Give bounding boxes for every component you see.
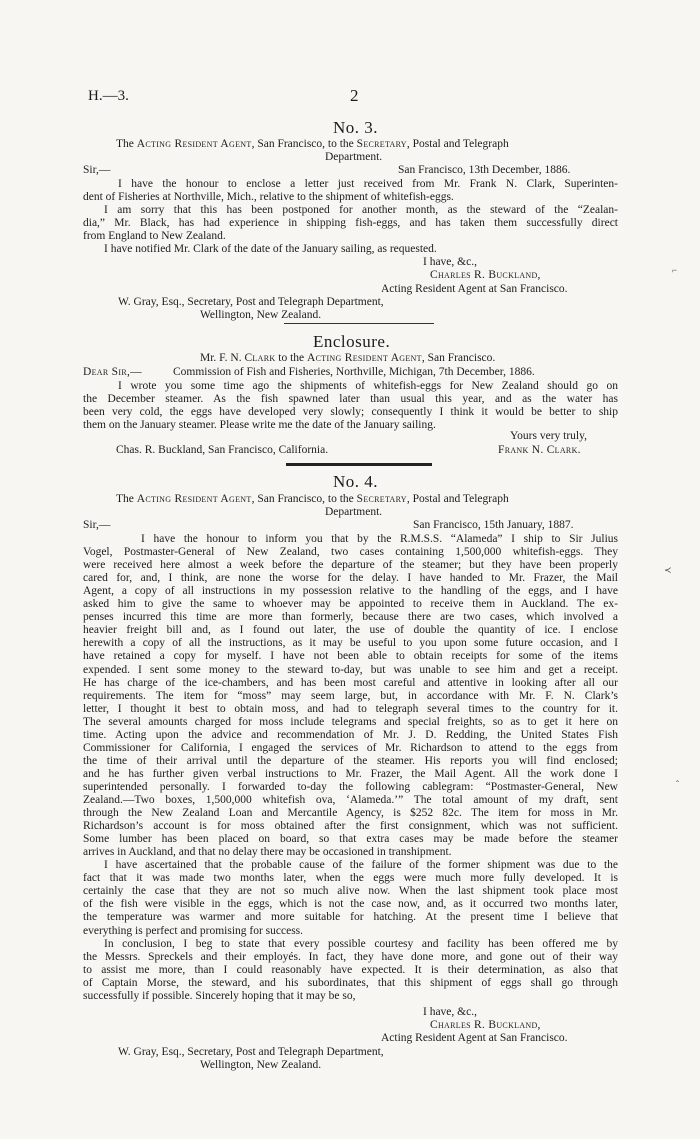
letter-4-line: Richardson’s account is for moss obtained after the first consignment, which was not sufficient. [83, 820, 618, 832]
letter-3-title-line2: Department. [325, 151, 383, 163]
letter-4-line: of the fish were visible in the eggs, which is not the case now, and, as it occurred two months later, [83, 898, 618, 910]
letter-4-line: Agent, a copy of all instructions in my possession relative to the handling of the eggs, and I have [83, 585, 618, 597]
letter-4-line: The several amounts charged for moss include telegrams and special freights, so as to get it here on [83, 716, 618, 728]
margin-mark: ≺ [664, 565, 672, 575]
letter-4-line: heavier freight bill and, as I found out later, the use of double the quantity of ice. I enclose [83, 624, 618, 636]
letter-4-line: successfully if possible. Sincerely hoping that it may be so, [83, 990, 356, 1002]
letter-4-date: San Francisco, 15th January, 1887. [413, 519, 574, 531]
letter-4-line: He has charge of the ice-chambers, and has been most careful and attentive in looking after all our [83, 677, 618, 689]
letter-4-line: penses incurred this time are more than formerly, because there are two cases, which involved a [83, 611, 618, 623]
enclosure-line: been very cold, the eggs have developed very slowly; consequently I think it would be better to ship [83, 406, 618, 418]
margin-mark: ⌐ [672, 265, 678, 275]
enclosure-signer: Frank N. Clark. [498, 444, 581, 456]
enclosure-line: them on the January steamer. Please write me the date of the January sailing. [83, 419, 436, 431]
enclosure-addressee: Chas. R. Buckland, San Francisco, California. [116, 444, 329, 456]
letter-4-addressee: W. Gray, Esq., Secretary, Post and Telegraph Department, [118, 1046, 384, 1058]
document-reference: H.—3. [88, 88, 129, 104]
letter-3-date: San Francisco, 13th December, 1886. [398, 164, 571, 176]
letter-3-salutation: Sir,— [83, 164, 111, 176]
letter-4-closing: I have, &c., [423, 1006, 477, 1018]
letter-3-heading: No. 3. [333, 118, 379, 137]
enclosure-date: Commission of Fish and Fisheries, Northville, Michigan, 7th December, 1886. [173, 366, 535, 378]
letter-4-line: In conclusion, I beg to state that every possible courtesy and facility has been offered me by [104, 938, 618, 950]
letter-4-line: the time of their arrival until the departure of the steamer. His reports you will find enclosed; [83, 755, 618, 767]
letter-4-line: Vogel, Postmaster-General of New Zealand, two cases containing 1,500,000 whitefish-eggs. They [83, 546, 618, 558]
letter-3-line: from England to New Zealand. [83, 230, 226, 242]
letter-4-line: the temperature was warmer and more suitable for hatching. At the present time I believe that [83, 911, 618, 923]
letter-3-addressee: W. Gray, Esq., Secretary, Post and Telegraph Department, [118, 296, 384, 308]
letter-4-line: Commissioner for California, I engaged the services of Mr. Richardson to attend to the eggs from [83, 742, 618, 754]
letter-3-addressee-line2: Wellington, New Zealand. [200, 309, 322, 321]
letter-3-line: I have notified Mr. Clark of the date of the January sailing, as requested. [104, 243, 437, 255]
letter-4-addressee-line2: Wellington, New Zealand. [200, 1059, 322, 1071]
letter-4-line: expended. I sent some money to the steward to-day, but was unable to see him and get a receipt. [83, 664, 618, 676]
letter-3-line: I have the honour to enclose a letter just received from Mr. Frank N. Clark, Superinten- [118, 178, 618, 190]
page-number: 2 [350, 86, 359, 105]
letter-4-title: The Acting Resident Agent, San Francisco, to the Secretary, Postal and Telegraph [116, 493, 509, 505]
letter-4-line: were received here almost a week before the departure of the steamer; but they have been properly [83, 559, 618, 571]
letter-4-line: of Captain Morse, the steward, and his subordinates, that this shipment of eggs shall go through [83, 977, 618, 989]
margin-mark: ‸ [676, 772, 680, 782]
letter-4-line: have retained a copy for myself. I have not been able to obtain receipts for some of the items [83, 650, 618, 662]
letter-4-line: superintended personally. I forwarded to-day the following cablegram: “Postmaster-General, New [83, 781, 618, 793]
letter-4-line: to assist me more, than I could reasonably have expected. It is their determination, as also that [83, 964, 618, 976]
letter-4-heading: No. 4. [333, 472, 379, 491]
letter-4-line: letter, I thought it best to obtain moss, and had to telegraph several times to the country for it. [83, 703, 618, 715]
letter-4-line: Zealand.—Two boxes, 1,500,000 whitefish ova, ‘Alameda.’” The total amount of my draft, sent [83, 794, 618, 806]
letter-4-line: fact that it was made two months later, when the eggs were much more fully developed. It is [83, 872, 618, 884]
section-divider [284, 323, 434, 324]
letter-4-line: arrives in Auckland, and that no delay there may be occasioned in transhipment. [83, 846, 452, 858]
letter-3-line: dent of Fisheries at Northville, Mich., relative to the shipment of whitefish-eggs. [83, 191, 454, 203]
enclosure-line: I wrote you some time ago the shipments of whitefish-eggs for New Zealand should go on [118, 380, 618, 392]
letter-3-signer: Charles R. Buckland, [430, 269, 541, 281]
letter-4-line: herewith a copy of all the instructions, as it may be useful to you upon some future occasion, and I [83, 637, 618, 649]
letter-4-signer: Charles R. Buckland, [430, 1019, 541, 1031]
enclosure-heading: Enclosure. [313, 332, 391, 351]
enclosure-title: Mr. F. N. Clark to the Acting Resident Agent, San Francisco. [200, 352, 496, 364]
letter-3-title: The Acting Resident Agent, San Francisco, to the Secretary, Postal and Telegraph [116, 138, 509, 150]
section-divider-thick [286, 463, 432, 466]
letter-3-signer-title: Acting Resident Agent at San Francisco. [381, 283, 568, 295]
letter-4-line: and he has further given verbal instructions to Mr. Frazer, the Mail Agent. All the work done I [83, 768, 618, 780]
letter-4-line: through the New Zealand Loan and Mercantile Agency, is $252 82c. The item for moss in Mr. [83, 807, 618, 819]
letter-3-closing: I have, &c., [423, 256, 477, 268]
letter-4-signer-title: Acting Resident Agent at San Francisco. [381, 1032, 568, 1044]
letter-4-line: certainly the case that they are not so much alive now. When the last shipment took place most [83, 885, 618, 897]
letter-4-line: the Messrs. Spreckels and their employés. In fact, they have done more, and gone out of their way [83, 951, 618, 963]
letter-4-line: cared for, and, I think, are none the worse for the delay. I have handed to Mr. Frazer, the Mail [83, 572, 618, 584]
enclosure-closing: Yours very truly, [510, 430, 587, 442]
letter-4-line: time. Acting upon the advice and recommendation of Mr. J. D. Redding, the United States Fish [83, 729, 618, 741]
enclosure-salutation: Dear Sir,— [83, 366, 142, 378]
letter-4-line: I have ascertained that the probable cause of the failure of the former shipment was due to the [104, 859, 618, 871]
letter-4-salutation: Sir,— [83, 519, 111, 531]
letter-4-line: everything is perfect and promising for success. [83, 925, 304, 937]
letter-4-line: I have the honour to inform you that by the R.M.S.S. “Alameda” I ship to Sir Julius [141, 533, 618, 545]
letter-3-line: I am sorry that this has been postponed for another month, as the steward of the “Zealan- [104, 204, 618, 216]
letter-4-line: asked him to give the same to whoever may be appointed to receive them in Auckland. The ex- [83, 598, 618, 610]
letter-3-line: dia,” Mr. Black, has had experience in shipping fish-eggs, and has taken them successfully direct [83, 217, 618, 229]
letter-4-line: requirements. The item for “moss” may seem large, but, in accordance with Mr. F. N. Clark’s [83, 690, 618, 702]
enclosure-line: the December steamer. As the fish spawned later than usual this year, and as the water has [83, 393, 618, 405]
letter-4-title-line2: Department. [325, 506, 383, 518]
letter-4-line: Some lumber has been placed on board, so that extra cases may be made before the steamer [83, 833, 618, 845]
